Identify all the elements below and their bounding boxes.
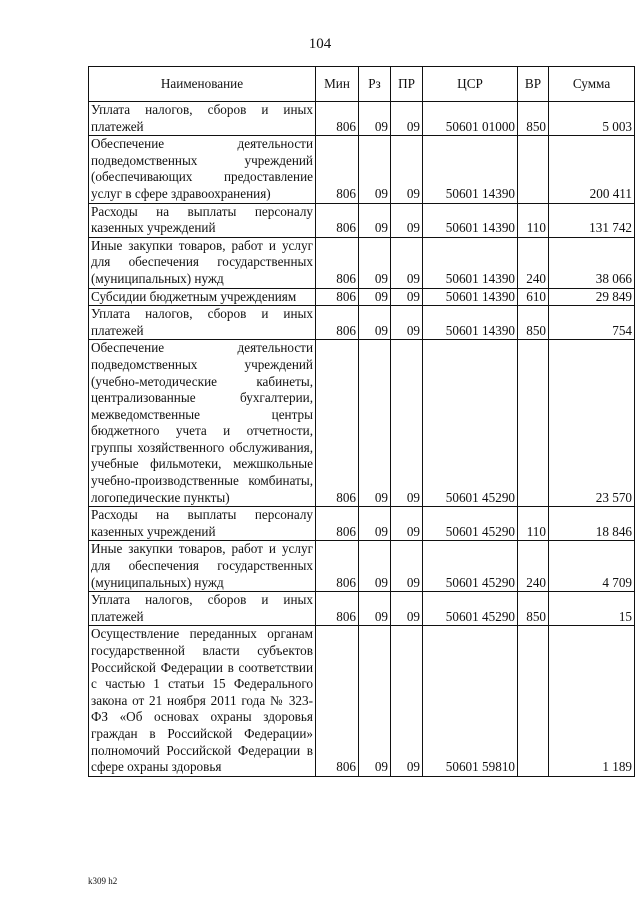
header-name: Наименование: [89, 67, 316, 102]
cell-vr: 850: [518, 102, 549, 136]
cell-vr: [518, 340, 549, 507]
header-sum: Сумма: [549, 67, 635, 102]
cell-pr: 09: [391, 340, 423, 507]
cell-pr: 09: [391, 306, 423, 340]
cell-csr: 50601 45290: [423, 340, 518, 507]
cell-name: Субсидии бюджетным учреждениям: [89, 288, 316, 306]
cell-name: Уплата налогов, сборов и иных платежей: [89, 306, 316, 340]
cell-name: Уплата налогов, сборов и иных платежей: [89, 592, 316, 626]
cell-vr: [518, 626, 549, 776]
header-vr: ВР: [518, 67, 549, 102]
header-pr: ПР: [391, 67, 423, 102]
table-row: [89, 340, 635, 507]
cell-sum: 754: [549, 306, 635, 340]
cell-rz: 09: [359, 102, 391, 136]
cell-pr: 09: [391, 203, 423, 237]
cell-csr: 50601 14390: [423, 136, 518, 203]
cell-pr: 09: [391, 507, 423, 541]
cell-vr: 110: [518, 203, 549, 237]
cell-csr: 50601 14390: [423, 288, 518, 306]
cell-min: 806: [316, 237, 359, 288]
cell-rz: 09: [359, 340, 391, 507]
cell-sum: 5 003: [549, 102, 635, 136]
table-row: [89, 592, 635, 626]
table-row: [89, 102, 635, 136]
cell-pr: 09: [391, 237, 423, 288]
page-number: 104: [308, 36, 332, 52]
cell-name: Осуществление переданных органам государственной власти субъектов Российской Федерации в соответствии с частью 1 статьи 15 Федерального закона от 21 ноября 2011 года № 323-ФЗ «Об основах охраны здоровья граждан в Российской Федерации» полномочий Российской Федерации в сфере охраны здоровья: [89, 626, 316, 776]
cell-min: 806: [316, 541, 359, 592]
cell-vr: [518, 136, 549, 203]
cell-min: 806: [316, 136, 359, 203]
cell-vr: 850: [518, 592, 549, 626]
cell-csr: 50601 45290: [423, 507, 518, 541]
cell-sum: 15: [549, 592, 635, 626]
cell-sum: 38 066: [549, 237, 635, 288]
cell-name: Иные закупки товаров, работ и услуг для обеспечения государственных (муниципальных) нужд: [89, 237, 316, 288]
cell-min: 806: [316, 203, 359, 237]
table-row: [89, 626, 635, 776]
cell-sum: 1 189: [549, 626, 635, 776]
cell-pr: 09: [391, 136, 423, 203]
cell-min: 806: [316, 592, 359, 626]
cell-rz: 09: [359, 541, 391, 592]
cell-vr: 610: [518, 288, 549, 306]
cell-csr: 50601 14390: [423, 306, 518, 340]
cell-csr: 50601 45290: [423, 592, 518, 626]
cell-csr: 50601 14390: [423, 203, 518, 237]
cell-vr: 240: [518, 237, 549, 288]
header-min: Мин: [316, 67, 359, 102]
cell-sum: 200 411: [549, 136, 635, 203]
cell-name: Обеспечение деятельности подведомственных учреждений (учебно-методические кабинеты, централизованные бухгалтерии, межведомственные центры бюджетного учета и отчетности, группы хозяйственного обслуживания, учебные фильмотеки, межшкольные учебно-производственные комбинаты, логопедические пункты): [89, 340, 316, 507]
table-row: [89, 507, 635, 541]
cell-sum: 23 570: [549, 340, 635, 507]
table-row: [89, 541, 635, 592]
budget-table: [88, 66, 635, 777]
cell-rz: 09: [359, 288, 391, 306]
header-csr: ЦСР: [423, 67, 518, 102]
cell-rz: 09: [359, 306, 391, 340]
table-row: [89, 237, 635, 288]
header-rz: Рз: [359, 67, 391, 102]
cell-rz: 09: [359, 136, 391, 203]
table-row: [89, 306, 635, 340]
cell-pr: 09: [391, 288, 423, 306]
cell-rz: 09: [359, 626, 391, 776]
cell-vr: 850: [518, 306, 549, 340]
table-header-row: [89, 67, 635, 102]
cell-vr: 240: [518, 541, 549, 592]
cell-csr: 50601 01000: [423, 102, 518, 136]
cell-sum: 29 849: [549, 288, 635, 306]
cell-sum: 18 846: [549, 507, 635, 541]
cell-pr: 09: [391, 541, 423, 592]
table-row: [89, 288, 635, 306]
cell-name: Расходы на выплаты персоналу казенных учреждений: [89, 507, 316, 541]
cell-pr: 09: [391, 592, 423, 626]
cell-name: Иные закупки товаров, работ и услуг для обеспечения государственных (муниципальных) нужд: [89, 541, 316, 592]
cell-pr: 09: [391, 626, 423, 776]
table-row: [89, 203, 635, 237]
cell-csr: 50601 14390: [423, 237, 518, 288]
cell-csr: 50601 45290: [423, 541, 518, 592]
cell-name: Обеспечение деятельности подведомственных учреждений (обеспечивающих предоставление услуг в сфере здравоохранения): [89, 136, 316, 203]
cell-min: 806: [316, 306, 359, 340]
footer-code: k309 h2: [88, 876, 118, 886]
cell-sum: 131 742: [549, 203, 635, 237]
cell-min: 806: [316, 340, 359, 507]
cell-rz: 09: [359, 592, 391, 626]
cell-rz: 09: [359, 203, 391, 237]
cell-min: 806: [316, 507, 359, 541]
cell-csr: 50601 59810: [423, 626, 518, 776]
cell-rz: 09: [359, 237, 391, 288]
cell-min: 806: [316, 626, 359, 776]
cell-pr: 09: [391, 102, 423, 136]
cell-min: 806: [316, 288, 359, 306]
cell-min: 806: [316, 102, 359, 136]
table-row: [89, 136, 635, 203]
cell-name: Расходы на выплаты персоналу казенных учреждений: [89, 203, 316, 237]
cell-sum: 4 709: [549, 541, 635, 592]
cell-rz: 09: [359, 507, 391, 541]
cell-name: Уплата налогов, сборов и иных платежей: [89, 102, 316, 136]
cell-vr: 110: [518, 507, 549, 541]
